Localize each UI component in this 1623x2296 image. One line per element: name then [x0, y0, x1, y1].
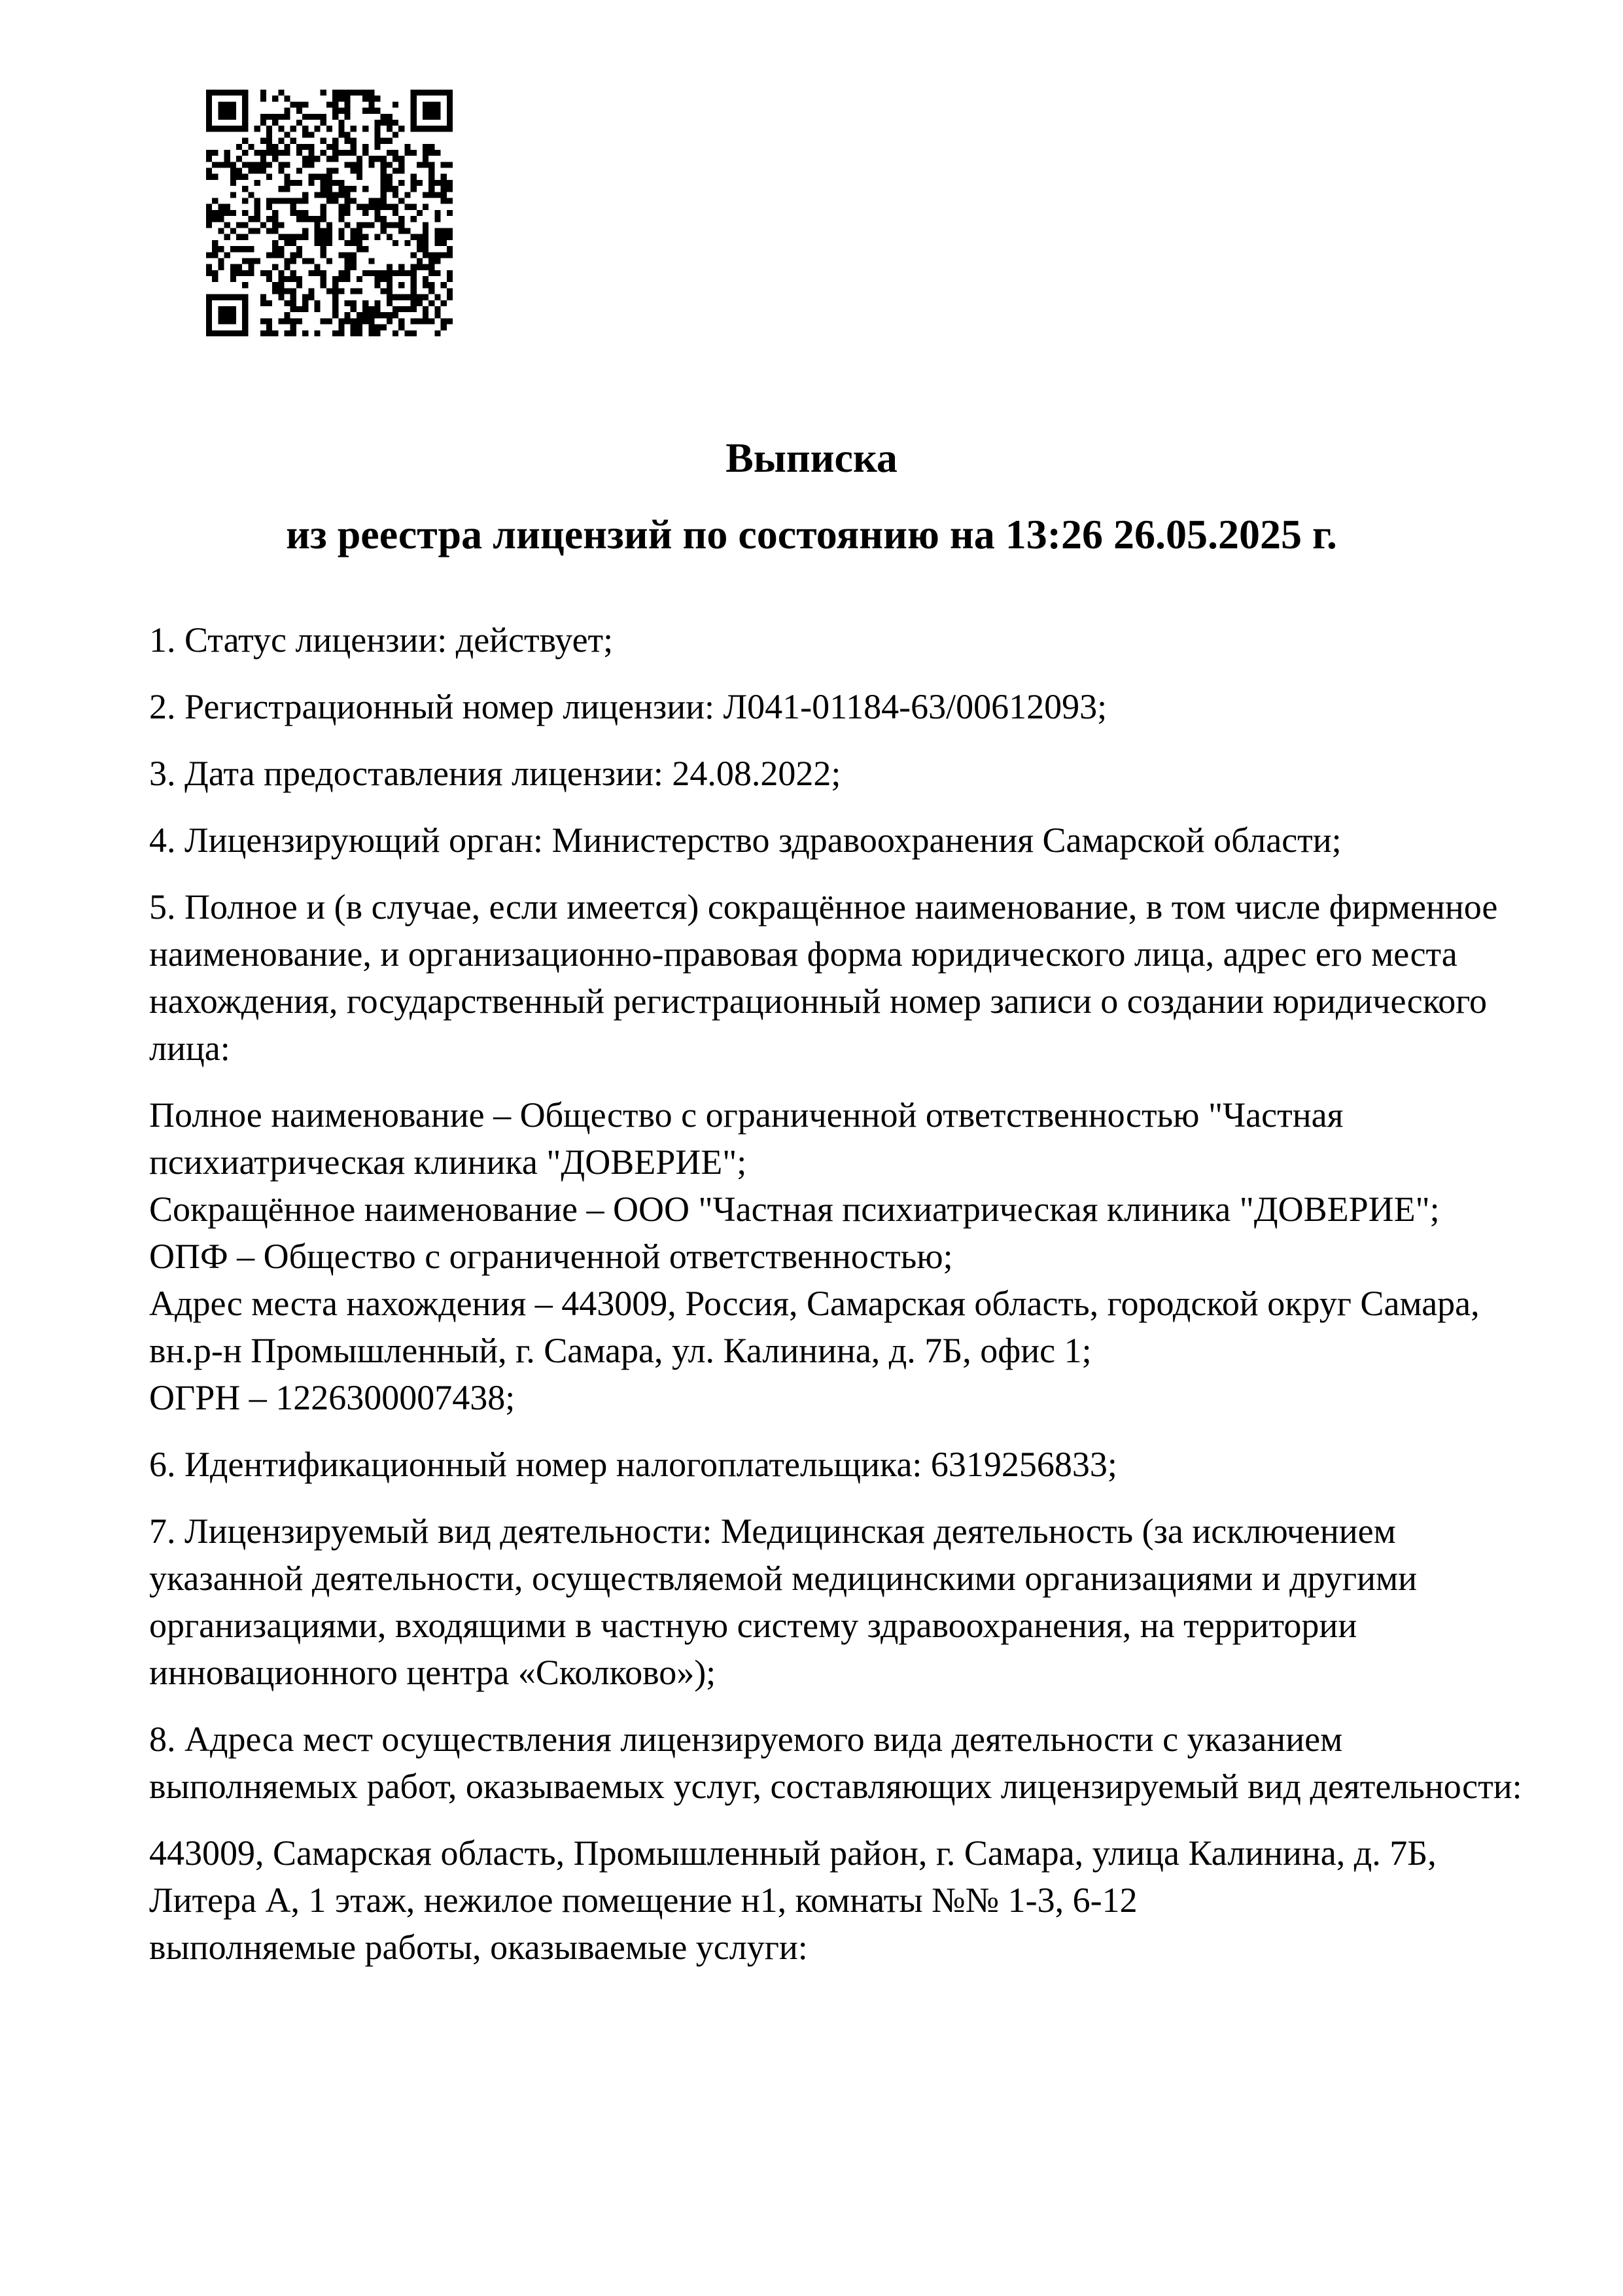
document-subtitle: из реестра лицензий по состоянию на 13:26 26.05.2025 г.	[286, 511, 1337, 557]
item-3-grant-date: 3. Дата предоставления лицензии: 24.08.2022;	[149, 754, 841, 793]
item-2-registration-number: 2. Регистрационный номер лицензии: Л041-01184-63/00612093;	[149, 687, 1108, 726]
entity-full-name: Полное наименование – Общество с ограниченной ответственностью "Частная психиатрическая клиника "ДОВЕРИЕ";	[149, 1095, 1344, 1182]
entity-legal-address: Адрес места нахождения – 443009, Россия, Самарская область, городской округ Самара, вн.р-н Промышленный, г. Самара, ул. Калинина, д. 7Б, офис 1;	[149, 1284, 1480, 1370]
activity-site-address: 443009, Самарская область, Промышленный район, г. Самара, улица Калинина, д. 7Б, Литера А, 1 этаж, нежилое помещение н1, комнаты №№ 1-3, 6-12	[149, 1833, 1437, 1920]
activity-site	[149, 1829, 1525, 1971]
entity-ogrn: ОГРН – 1226300007438;	[149, 1378, 515, 1417]
entity-short-name: Сокращённое наименование – ООО "Частная психиатрическая клиника "ДОВЕРИЕ";	[149, 1190, 1440, 1229]
works-services-label: выполняемые работы, оказываемые услуги:	[149, 1928, 808, 1967]
item-4-licensing-authority: 4. Лицензирующий орган: Министерство здравоохранения Самарской области;	[149, 821, 1342, 860]
qr-code	[206, 90, 453, 336]
entity-legal-form: ОПФ – Общество с ограниченной ответственностью;	[149, 1237, 953, 1276]
item-5-intro: 5. Полное и (в случае, если имеется) сокращённое наименование, в том числе фирменное наименование, и организационно-правовая форма юридического лица, адрес его места нахождения, государственный регистрационный номер записи о создании юридического лица:	[149, 887, 1498, 1068]
item-8-intro: 8. Адреса мест осуществления лицензируемого вида деятельности с указанием выполняемых работ, оказываемых услуг, составляющих лицензируемый вид деятельности:	[149, 1720, 1522, 1806]
document-title: Выписка	[725, 434, 898, 481]
item-6-inn: 6. Идентификационный номер налогоплательщика: 6319256833;	[149, 1445, 1117, 1484]
document-body	[149, 616, 1525, 1971]
item-7-licensed-activity: 7. Лицензируемый вид деятельности: Медицинская деятельность (за исключением указанной деятельности, осуществляемой медицинскими организациями и другими организациями, входящими в частную систему здравоохранения, на территории инновационного центра «Сколково»);	[149, 1511, 1418, 1692]
entity-details	[149, 1091, 1525, 1421]
item-1-license-status: 1. Статус лицензии: действует;	[149, 620, 614, 660]
